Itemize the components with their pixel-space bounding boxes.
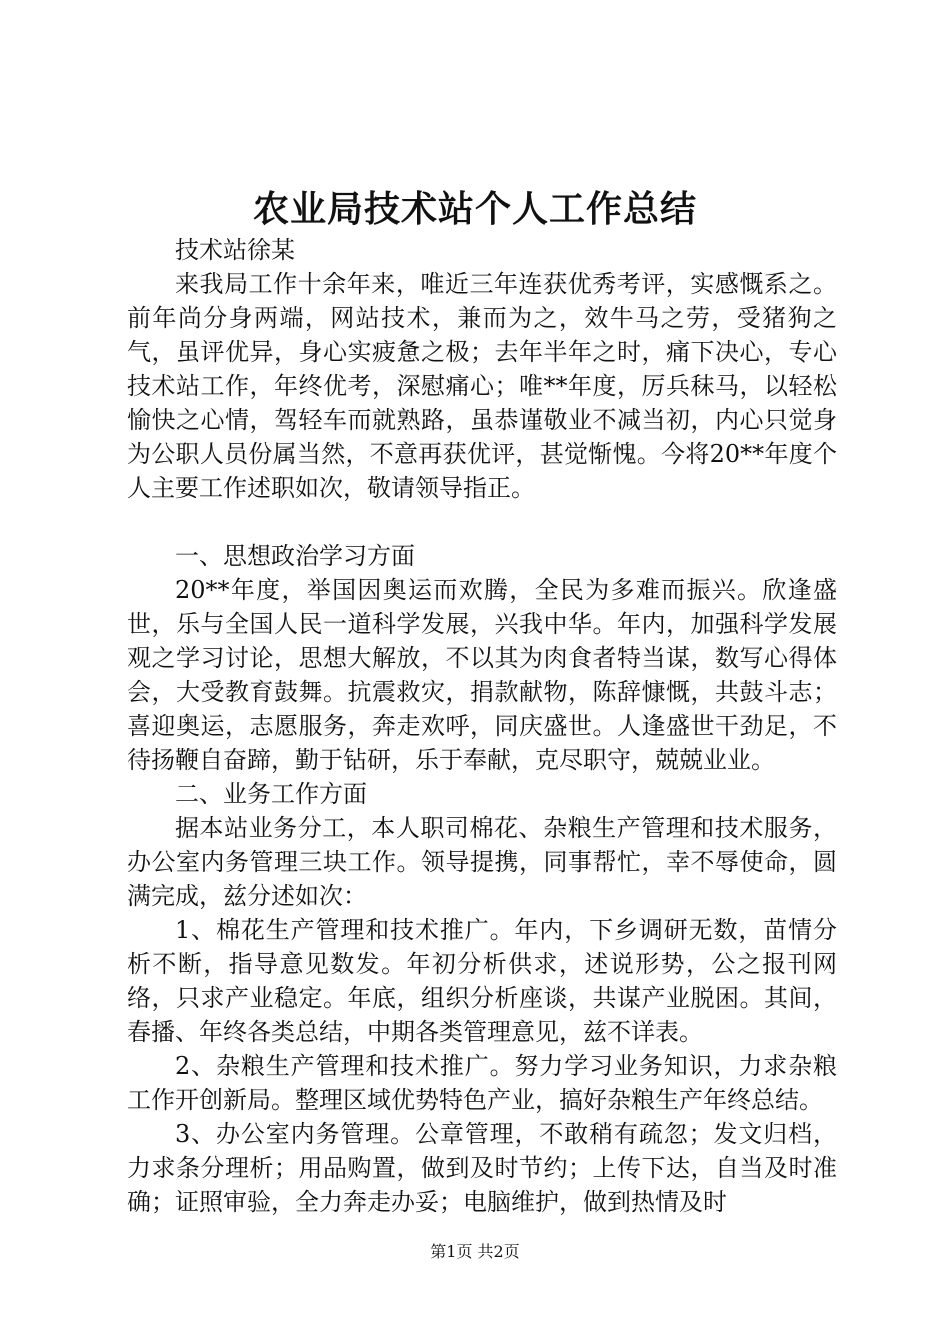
section1-heading: 一、思想政治学习方面 [175, 542, 415, 570]
section1-paragraph: 20**年度，举国因奥运而欢腾，全民为多难而振兴。欣逢盛世，乐与全国人民一道科学发展，兴我中华。年内，加强科学发展观之学习讨论，思想大解放，不以其为肉食者特当谋，数写心得体会，大受教育鼓舞。抗震救灾，捐款献物，陈辞慷慨，共鼓斗志；喜迎奥运，志愿服务，奔走欢呼，同庆盛世。人逢盛世干劲足，不待扬鞭自奋蹄，勤于钻研，乐于奉献，克尽职守，兢兢业业。 [127, 576, 837, 774]
document-body [127, 233, 837, 1219]
item1-paragraph: 1、棉花生产管理和技术推广。年内，下乡调研无数，苗情分析不断，指导意见数发。年初分析供求，述说形势，公之报刊网络，只求产业稳定。年底，组织分析座谈，共谋产业脱困。其间，春播、年终各类总结，中期各类管理意见，兹不详表。 [127, 916, 837, 1046]
page-number: 第1页 共2页 [430, 1242, 520, 1261]
section2-paragraph: 据本站业务分工，本人职司棉花、杂粮生产管理和技术服务，办公室内务管理三块工作。领导提携，同事帮忙，幸不辱使命，圆满完成，兹分述如次： [127, 814, 837, 910]
item2-paragraph: 2、杂粮生产管理和技术推广。努力学习业务知识，力求杂粮工作开创新局。整理区域优势特色产业，搞好杂粮生产年终总结。 [127, 1052, 837, 1114]
section2-heading: 二、业务工作方面 [175, 780, 367, 808]
intro-paragraph: 来我局工作十余年来，唯近三年连获优秀考评，实感慨系之。前年尚分身两端，网站技术，兼而为之，效牛马之劳，受猪狗之气，虽评优异，身心实疲惫之极；去年半年之时，痛下决心，专心技术站工作，年终优考，深慰痛心；唯**年度，厉兵秣马，以轻松愉快之心情，驾轻车而就熟路，虽恭谨敬业不减当初，内心只觉身为公职人员份属当然，不意再获优评，甚觉惭愧。今将20**年度个人主要工作述职如次，敬请领导指正。 [127, 270, 837, 502]
paragraph-spacer [127, 505, 837, 539]
author-line: 技术站徐某 [175, 236, 295, 264]
item3-paragraph: 3、办公室内务管理。公章管理，不敢稍有疏忽；发文归档，力求条分理析；用品购置，做到及时节约；上传下达，自当及时准确；证照审验，全力奔走办妥；电脑维护，做到热情及时 [127, 1120, 837, 1216]
document-title: 农业局技术站个人工作总结 [252, 188, 697, 230]
